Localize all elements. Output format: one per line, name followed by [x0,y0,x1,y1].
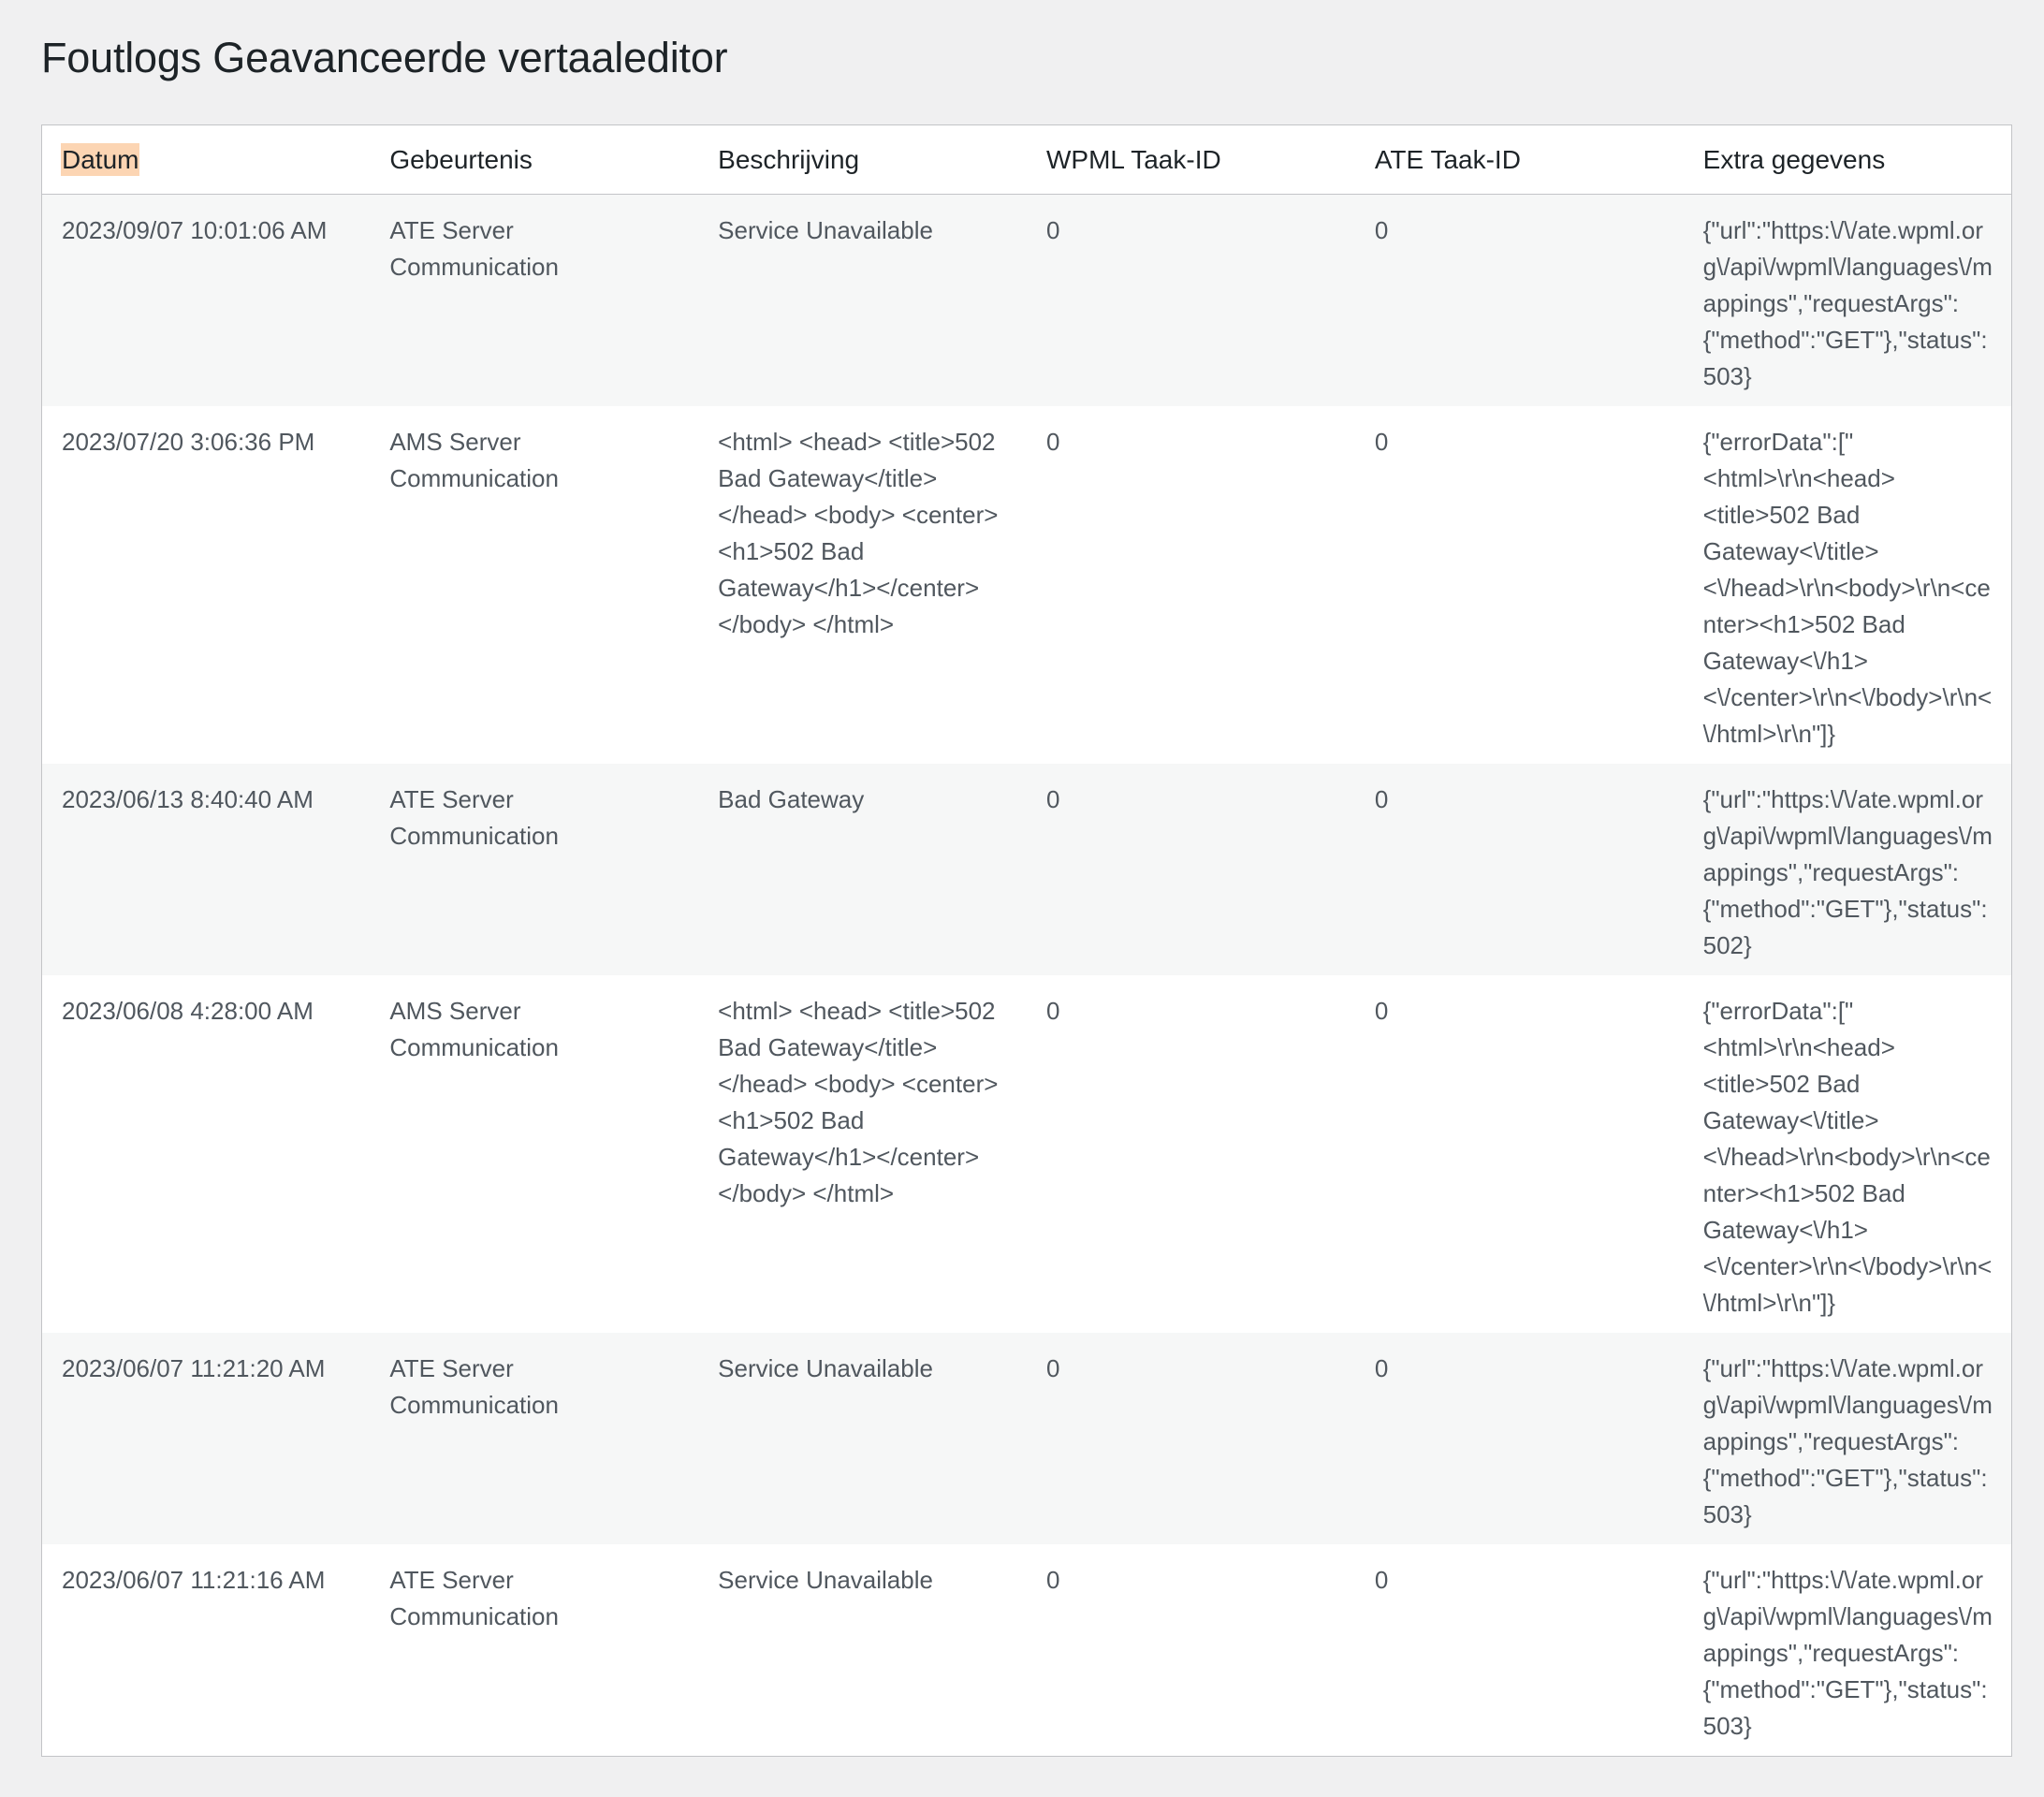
cell-extra-data: {"url":"https:\/\/ate.wpml.org\/api\/wpml\/languages\/mappings","requestArgs": {"method":"GET"},"status":502} [1684,764,2012,975]
cell-event: ATE Server Communication [370,764,698,975]
header-row [42,125,2012,195]
cell-date: 2023/09/07 10:01:06 AM [42,195,371,407]
cell-description: Service Unavailable [698,1333,1027,1544]
cell-event: ATE Server Communication [370,195,698,407]
column-header-description[interactable]: Beschrijving [698,125,1027,195]
table-body [42,195,2012,1757]
cell-extra-data: {"url":"https:\/\/ate.wpml.org\/api\/wpml\/languages\/mappings","requestArgs": {"method":"GET"},"status":503} [1684,1544,2012,1757]
cell-ate-job-id: 0 [1355,406,1684,764]
table-row [42,1333,2012,1544]
table-row [42,406,2012,764]
cell-event: AMS Server Communication [370,406,698,764]
cell-wpml-job-id: 0 [1027,1333,1355,1544]
cell-date: 2023/06/13 8:40:40 AM [42,764,371,975]
cell-description: <html> <head> <title>502 Bad Gateway</title></head> <body> <center> <h1>502 Bad Gateway</h1></center> </body> </html> [698,975,1027,1333]
cell-event: AMS Server Communication [370,975,698,1333]
cell-wpml-job-id: 0 [1027,1544,1355,1757]
cell-date: 2023/06/08 4:28:00 AM [42,975,371,1333]
cell-description: <html> <head> <title>502 Bad Gateway</title></head> <body> <center> <h1>502 Bad Gateway</h1></center> </body> </html> [698,406,1027,764]
cell-ate-job-id: 0 [1355,975,1684,1333]
cell-ate-job-id: 0 [1355,1333,1684,1544]
table-row [42,975,2012,1333]
column-header-date[interactable] [42,125,371,195]
table-header [42,125,2012,195]
cell-ate-job-id: 0 [1355,195,1684,407]
column-header-wpml-job-id[interactable]: WPML Taak-ID [1027,125,1355,195]
error-log-table [41,124,2012,1757]
cell-date: 2023/06/07 11:21:20 AM [42,1333,371,1544]
cell-extra-data: {"errorData":[" <html>\r\n<head> <title>502 Bad Gateway<\/title> <\/head>\r\n<body>\r\n<center><h1>502 Bad Gateway<\/h1> <\/center>\r\n<\/body>\r\n<\/html>\r\n"]} [1684,406,2012,764]
cell-event: ATE Server Communication [370,1333,698,1544]
cell-wpml-job-id: 0 [1027,406,1355,764]
table-row [42,764,2012,975]
cell-description: Bad Gateway [698,764,1027,975]
cell-extra-data: {"errorData":[" <html>\r\n<head> <title>502 Bad Gateway<\/title> <\/head>\r\n<body>\r\n<center><h1>502 Bad Gateway<\/h1> <\/center>\r\n<\/body>\r\n<\/html>\r\n"]} [1684,975,2012,1333]
cell-description: Service Unavailable [698,1544,1027,1757]
table-row [42,195,2012,407]
column-header-extra-data[interactable]: Extra gegevens [1684,125,2012,195]
cell-wpml-job-id: 0 [1027,764,1355,975]
cell-date: 2023/07/20 3:06:36 PM [42,406,371,764]
column-header-ate-job-id[interactable]: ATE Taak-ID [1355,125,1684,195]
cell-wpml-job-id: 0 [1027,195,1355,407]
cell-wpml-job-id: 0 [1027,975,1355,1333]
cell-extra-data: {"url":"https:\/\/ate.wpml.org\/api\/wpml\/languages\/mappings","requestArgs": {"method":"GET"},"status":503} [1684,195,2012,407]
cell-description: Service Unavailable [698,195,1027,407]
table-row [42,1544,2012,1757]
cell-date: 2023/06/07 11:21:16 AM [42,1544,371,1757]
sorted-column-label[interactable]: Datum [62,144,139,174]
cell-ate-job-id: 0 [1355,764,1684,975]
cell-event: ATE Server Communication [370,1544,698,1757]
column-header-event[interactable]: Gebeurtenis [370,125,698,195]
cell-ate-job-id: 0 [1355,1544,1684,1757]
cell-extra-data: {"url":"https:\/\/ate.wpml.org\/api\/wpml\/languages\/mappings","requestArgs": {"method":"GET"},"status":503} [1684,1333,2012,1544]
page-title: Foutlogs Geavanceerde vertaaleditor [41,34,728,81]
